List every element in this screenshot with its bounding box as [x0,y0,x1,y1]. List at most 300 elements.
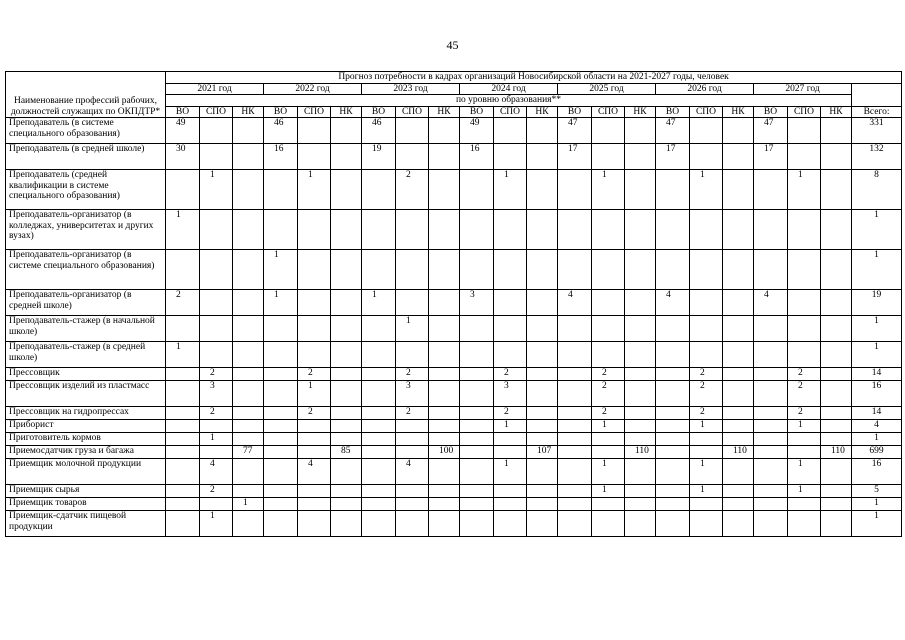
forecast-value [264,433,298,446]
forecast-value [754,316,788,342]
year-header: 2022 год [264,83,362,95]
row-total: 16 [852,381,902,407]
forecast-value [821,342,852,368]
forecast-value: 85 [331,446,362,459]
forecast-value [788,316,821,342]
forecast-value [656,342,690,368]
year-header: 2023 год [362,83,460,95]
forecast-value: 2 [396,170,429,210]
forecast-value [690,290,723,316]
education-level-header: ВО [362,106,396,118]
forecast-value: 3 [494,381,527,407]
forecast-value: 2 [690,381,723,407]
staffing-forecast-table [5,71,902,537]
education-level-header: СПО [592,106,625,118]
forecast-value [527,433,558,446]
forecast-value [723,459,754,485]
row-total: 16 [852,459,902,485]
forecast-value [592,118,625,144]
education-level-header: ВО [264,106,298,118]
table-row [6,511,902,537]
forecast-value [558,407,592,420]
forecast-value [264,446,298,459]
forecast-value [331,210,362,250]
forecast-value [494,316,527,342]
profession-name: Приемщик-сдатчик пищевой продукции [6,511,166,537]
forecast-value [723,368,754,381]
profession-name: Преподаватель (в средней школе) [6,144,166,170]
forecast-value [690,144,723,170]
year-header: 2024 год [460,83,558,95]
forecast-value: 4 [754,290,788,316]
forecast-value [558,498,592,511]
page-number: 45 [446,38,459,52]
forecast-value: 1 [264,290,298,316]
forecast-value [396,433,429,446]
forecast-value [233,407,264,420]
forecast-value [723,342,754,368]
forecast-value: 1 [592,420,625,433]
forecast-value [298,446,331,459]
forecast-value: 100 [429,446,460,459]
forecast-value [460,210,494,250]
profession-name: Преподаватель-стажер (в начальной школе) [6,316,166,342]
forecast-value [625,170,656,210]
forecast-value: 49 [166,118,200,144]
forecast-value [754,381,788,407]
forecast-value [166,433,200,446]
forecast-value [821,118,852,144]
table-row [6,459,902,485]
forecast-value [690,250,723,290]
forecast-value [298,420,331,433]
profession-name: Приемщик сырья [6,485,166,498]
forecast-value [494,250,527,290]
forecast-value [821,381,852,407]
table-row [6,250,902,290]
forecast-value [429,511,460,537]
forecast-value [298,511,331,537]
forecast-value [754,485,788,498]
forecast-value [625,433,656,446]
row-total: 5 [852,485,902,498]
forecast-value: 4 [200,459,233,485]
table-row [6,420,902,433]
table-row [6,498,902,511]
forecast-value: 1 [166,210,200,250]
forecast-value [298,342,331,368]
forecast-value [690,433,723,446]
forecast-value [298,250,331,290]
forecast-value [264,498,298,511]
forecast-value [592,342,625,368]
profession-name: Приборист [6,420,166,433]
profession-name: Преподаватель-стажер (в средней школе) [6,342,166,368]
forecast-value [233,433,264,446]
forecast-value [429,170,460,210]
forecast-value: 1 [592,485,625,498]
forecast-value [331,290,362,316]
forecast-value [494,210,527,250]
forecast-value [625,420,656,433]
forecast-value [396,342,429,368]
forecast-value: 47 [558,118,592,144]
forecast-value [396,118,429,144]
forecast-value [527,250,558,290]
forecast-value: 1 [494,170,527,210]
forecast-value [166,420,200,433]
forecast-value [233,511,264,537]
forecast-value [558,485,592,498]
forecast-value: 1 [396,316,429,342]
forecast-value [527,210,558,250]
forecast-value: 2 [788,368,821,381]
forecast-value [558,342,592,368]
forecast-value [788,250,821,290]
row-total: 4 [852,420,902,433]
forecast-value [264,342,298,368]
forecast-value: 19 [362,144,396,170]
forecast-value [362,433,396,446]
forecast-value [656,210,690,250]
forecast-value [592,433,625,446]
forecast-value [362,368,396,381]
profession-name: Прессовщик [6,368,166,381]
forecast-value [754,342,788,368]
forecast-value [656,250,690,290]
forecast-value [821,433,852,446]
header-row-title [6,72,902,84]
forecast-value: 1 [592,459,625,485]
table-row [6,316,902,342]
forecast-value [298,210,331,250]
forecast-value [656,170,690,210]
profession-name: Преподаватель (средней квалификации в системе специального образования) [6,170,166,210]
forecast-value [233,170,264,210]
table-row [6,485,902,498]
forecast-value [429,433,460,446]
forecast-value [166,368,200,381]
forecast-value [656,511,690,537]
forecast-value [592,446,625,459]
forecast-value: 2 [592,368,625,381]
forecast-value [625,144,656,170]
row-total: 1 [852,511,902,537]
forecast-value [527,118,558,144]
forecast-value [723,420,754,433]
education-level-header: НК [527,106,558,118]
education-level-header: НК [723,106,754,118]
forecast-value [460,433,494,446]
forecast-value: 2 [200,485,233,498]
forecast-value [494,446,527,459]
forecast-value [788,118,821,144]
forecast-value [592,498,625,511]
forecast-value [264,420,298,433]
forecast-value [460,511,494,537]
forecast-value: 30 [166,144,200,170]
forecast-value [754,420,788,433]
forecast-value [200,290,233,316]
forecast-value [821,511,852,537]
row-total: 1 [852,498,902,511]
forecast-value: 1 [166,342,200,368]
forecast-value [331,511,362,537]
forecast-value [592,210,625,250]
forecast-value [362,446,396,459]
forecast-value [362,511,396,537]
forecast-value: 107 [527,446,558,459]
forecast-value [788,342,821,368]
forecast-value [821,420,852,433]
forecast-value [558,511,592,537]
forecast-value [362,250,396,290]
forecast-value [821,407,852,420]
forecast-value [166,498,200,511]
year-header: 2021 год [166,83,264,95]
table-row [6,381,902,407]
forecast-value [362,459,396,485]
forecast-value: 1 [264,250,298,290]
forecast-value [821,210,852,250]
forecast-value [233,485,264,498]
forecast-value: 1 [362,290,396,316]
forecast-value [625,511,656,537]
forecast-value [821,485,852,498]
forecast-value [429,118,460,144]
forecast-value [362,210,396,250]
forecast-value [429,498,460,511]
forecast-value [494,118,527,144]
forecast-value [331,407,362,420]
forecast-value: 1 [788,485,821,498]
forecast-value [754,511,788,537]
forecast-value [527,420,558,433]
forecast-value [527,498,558,511]
forecast-value [788,433,821,446]
forecast-value [460,420,494,433]
forecast-value [821,144,852,170]
profession-name: Прессовщик на гидропрессах [6,407,166,420]
forecast-value: 2 [166,290,200,316]
forecast-value: 4 [558,290,592,316]
forecast-value [200,420,233,433]
forecast-value [460,170,494,210]
forecast-value [723,144,754,170]
forecast-value [331,118,362,144]
forecast-value [723,485,754,498]
forecast-value [362,316,396,342]
forecast-value [558,420,592,433]
forecast-value [821,368,852,381]
forecast-value [527,485,558,498]
forecast-value [233,420,264,433]
forecast-value [460,485,494,498]
forecast-value [788,446,821,459]
forecast-value: 1 [690,170,723,210]
table-row [6,118,902,144]
forecast-value [690,511,723,537]
forecast-value: 2 [788,381,821,407]
forecast-value [754,368,788,381]
forecast-value [723,433,754,446]
forecast-value [527,170,558,210]
forecast-value [166,250,200,290]
forecast-value [656,459,690,485]
forecast-value [362,170,396,210]
forecast-value [460,498,494,511]
forecast-value [233,316,264,342]
forecast-value [788,290,821,316]
forecast-value [558,316,592,342]
forecast-value [331,144,362,170]
forecast-value [656,485,690,498]
forecast-value [754,498,788,511]
forecast-value [331,250,362,290]
forecast-value [527,342,558,368]
forecast-value [625,118,656,144]
forecast-value: 2 [788,407,821,420]
forecast-value [821,459,852,485]
row-total: 1 [852,433,902,446]
education-level-header: СПО [200,106,233,118]
forecast-value [592,250,625,290]
forecast-value [233,459,264,485]
forecast-value [166,316,200,342]
forecast-value [429,485,460,498]
table-row [6,407,902,420]
forecast-value [200,250,233,290]
forecast-value [723,316,754,342]
forecast-value: 1 [494,420,527,433]
education-level-header: ВО [754,106,788,118]
forecast-value [331,498,362,511]
forecast-value [429,368,460,381]
forecast-value: 49 [460,118,494,144]
forecast-value [429,210,460,250]
forecast-value: 2 [592,381,625,407]
forecast-value [494,342,527,368]
forecast-value [460,250,494,290]
forecast-title: Прогноз потребности в кадрах организаций Новосибирской области на 2021-2027 годы, человек [166,72,902,84]
forecast-value [625,250,656,290]
forecast-value: 4 [656,290,690,316]
education-level-header: НК [331,106,362,118]
table-row [6,170,902,210]
forecast-value [723,170,754,210]
forecast-value: 3 [396,381,429,407]
table-row [6,210,902,250]
forecast-value [200,498,233,511]
forecast-value [494,498,527,511]
education-level-header: НК [625,106,656,118]
total-header-spacer [852,83,902,106]
education-level-header: СПО [494,106,527,118]
forecast-value [460,368,494,381]
row-total: 19 [852,290,902,316]
forecast-value [558,250,592,290]
forecast-value [656,368,690,381]
forecast-value [625,407,656,420]
forecast-value [527,316,558,342]
row-total: 1 [852,342,902,368]
forecast-value [264,368,298,381]
forecast-value [429,407,460,420]
forecast-value [527,368,558,381]
education-level-header: НК [233,106,264,118]
forecast-value [460,316,494,342]
forecast-value: 1 [788,420,821,433]
forecast-value: 2 [298,368,331,381]
forecast-value [625,485,656,498]
forecast-value: 1 [788,459,821,485]
forecast-value [754,433,788,446]
forecast-value [494,511,527,537]
education-level-header: ВО [166,106,200,118]
forecast-value [527,290,558,316]
forecast-value: 1 [592,170,625,210]
forecast-value [429,381,460,407]
forecast-value [690,210,723,250]
forecast-value: 1 [298,381,331,407]
forecast-value: 110 [821,446,852,459]
forecast-value [656,381,690,407]
forecast-value [396,420,429,433]
forecast-value [166,381,200,407]
education-level-header: СПО [298,106,331,118]
forecast-value [754,170,788,210]
forecast-value [625,381,656,407]
forecast-value [625,498,656,511]
forecast-value [396,290,429,316]
forecast-value [494,290,527,316]
forecast-value: 47 [754,118,788,144]
forecast-value [723,381,754,407]
table-row [6,446,902,459]
forecast-value [264,381,298,407]
forecast-value [460,407,494,420]
forecast-value [298,498,331,511]
forecast-value [754,407,788,420]
table-row [6,342,902,368]
profession-name: Прессовщик изделий из пластмасс [6,381,166,407]
forecast-value [592,290,625,316]
forecast-value [723,250,754,290]
forecast-value [788,511,821,537]
forecast-value [494,433,527,446]
year-header: 2026 год [656,83,754,95]
table-row [6,433,902,446]
forecast-value [558,459,592,485]
forecast-value [558,433,592,446]
forecast-value [233,342,264,368]
forecast-value: 4 [298,459,331,485]
forecast-value [166,170,200,210]
forecast-value [527,459,558,485]
forecast-value [429,290,460,316]
forecast-value [592,144,625,170]
forecast-value [558,381,592,407]
forecast-value [527,144,558,170]
forecast-value [690,446,723,459]
forecast-value [754,459,788,485]
forecast-value [396,446,429,459]
education-level-header: ВО [656,106,690,118]
forecast-value [298,290,331,316]
forecast-value: 3 [200,381,233,407]
forecast-value [331,342,362,368]
year-header: 2027 год [754,83,852,95]
